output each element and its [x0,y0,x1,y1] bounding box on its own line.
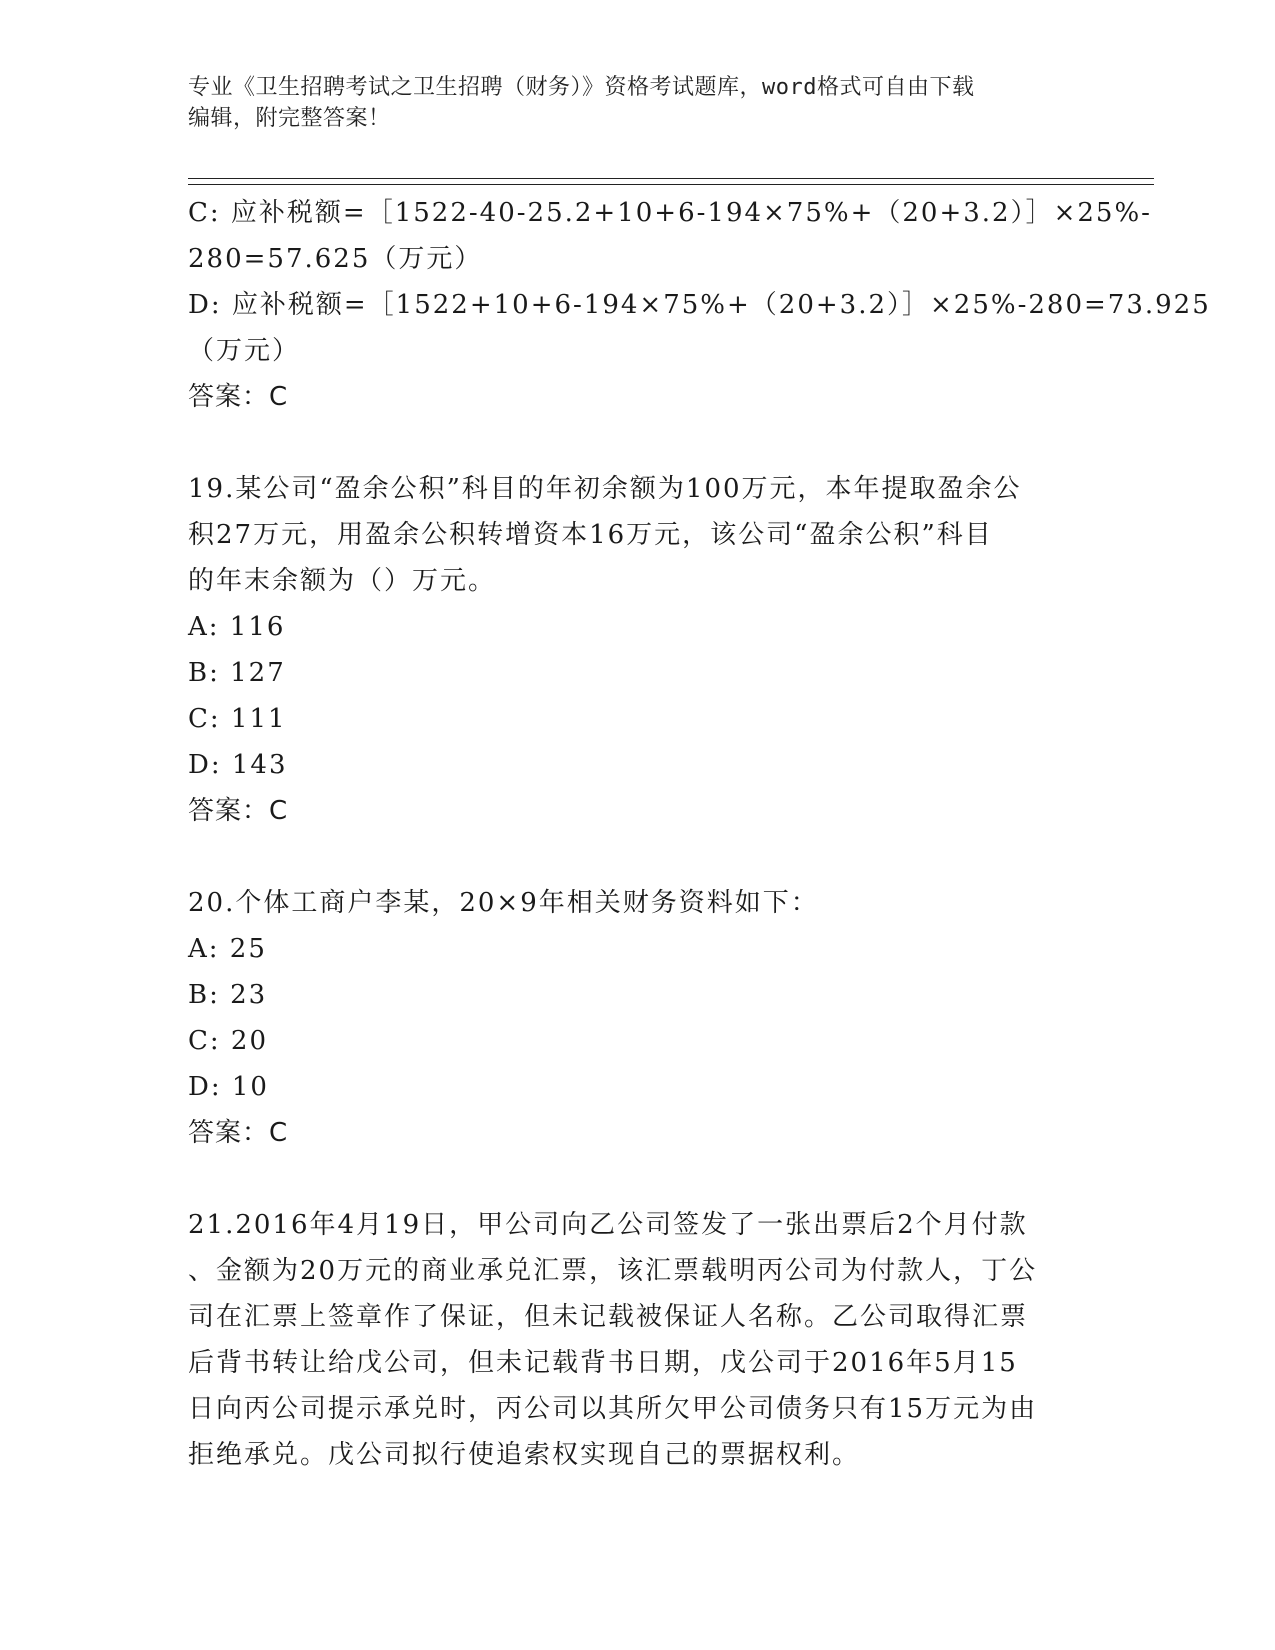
question-19 [188,466,1088,834]
option-b: B: 127 [188,658,286,688]
question-20 [188,880,1088,1156]
question-21 [188,1202,1088,1478]
question-stem-line: 拒绝承兑。戊公司拟行使追索权实现自己的票据权利。 [188,1440,861,1470]
header-title-line-2: 编辑，附完整答案！ [188,106,391,131]
spacer [188,834,1088,880]
option-c-line-2: 280=57.625（万元） [188,244,483,274]
option-c: C: 20 [188,1026,269,1056]
spacer [188,420,1088,466]
option-c: C: 111 [188,704,287,734]
question-stem-line: 日向丙公司提示承兑时，丙公司以其所欠甲公司债务只有15万元为由 [188,1394,1038,1424]
option-d-line-2: （万元） [188,336,301,366]
question-stem-line: 司在汇票上签章作了保证，但未记载被保证人名称。乙公司取得汇票 [188,1302,1029,1332]
option-d: D: 143 [188,750,288,780]
question-stem-line: 19.某公司“盈余公积”科目的年初余额为100万元，本年提取盈余公 [188,474,1022,504]
question-stem-line: 21.2016年4月19日，甲公司向乙公司签发了一张出票后2个月付款 [188,1210,1028,1240]
option-a: A: 116 [188,612,286,642]
question-stem-line: 后背书转让给戊公司，但未记载背书日期，戊公司于2016年5月15 [188,1348,1018,1378]
question-stem-line: 、金额为20万元的商业承兑汇票，该汇票载明丙公司为付款人，丁公 [188,1256,1038,1286]
answer-label: 答案：C [188,796,289,826]
question-stem-line: 积27万元，用盈余公积转增资本16万元，该公司“盈余公积”科目 [188,520,993,550]
option-b: B: 23 [188,980,268,1010]
answer-label: 答案：C [188,382,289,412]
question-stem-line: 20.个体工商户李某，20×9年相关财务资料如下： [188,888,819,918]
option-a: A: 25 [188,934,267,964]
page-header [188,72,1068,134]
question-content [188,190,1211,1478]
question-stem-line: 的年末余额为（）万元。 [188,566,497,596]
header-divider [188,178,1154,185]
spacer [188,1156,1088,1202]
answer-label: 答案：C [188,1118,289,1148]
question-18-tail [188,190,1211,420]
option-d: D: 10 [188,1072,269,1102]
option-d-line-1: D: 应补税额=［1522+10+6-194×75%+（20+3.2）］×25%-280=73.925 [188,290,1211,320]
header-title-line-1: 专业《卫生招聘考试之卫生招聘（财务）》资格考试题库，word格式可自由下载 [188,75,975,100]
option-c-line-1: C: 应补税额=［1522-40-25.2+10+6-194×75%+（20+3.2）］×25%- [188,198,1152,228]
